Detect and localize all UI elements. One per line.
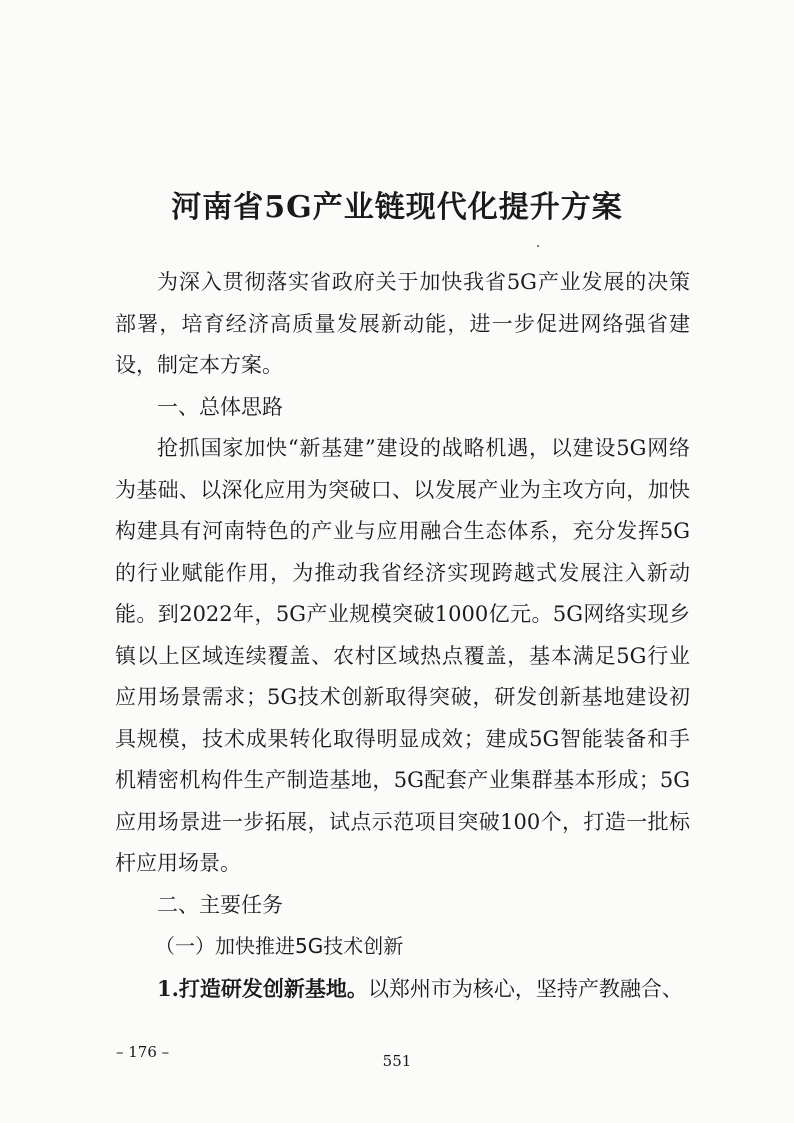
page-number-left: – 176 – (116, 1043, 170, 1061)
document-body (115, 262, 690, 1010)
item-lead: 1.打造研发创新基地。 (157, 975, 368, 1001)
item-paragraph (115, 968, 690, 1011)
item-text: 以郑州市为核心，坚持产教融合、 (367, 976, 683, 1001)
document-title: 河南省5G产业链现代化提升方案 (171, 190, 623, 225)
page-number-center: 551 (382, 1052, 412, 1070)
section-heading-tasks: 二、主要任务 (157, 892, 283, 917)
intro-paragraph: 为深入贯彻落实省政府关于加快我省5G产业发展的决策部署，培育经济高质量发展新动能，进一步促进网络强省建设，制定本方案。 (115, 270, 690, 377)
overall-paragraph: 抢抓国家加快“新基建”建设的战略机遇，以建设5G网络为基础、以深化应用为突破口、以发展产业为主攻方向，加快构建具有河南特色的产业与应用融合生态体系，充分发挥5G的行业赋能作用，为推动我省经济实现跨越式发展注入新动能。到2022年，5G产业规模突破1000亿元。5G网络实现乡镇以上区域连续覆盖、农村区域热点覆盖，基本满足5G行业应用场景需求；5G技术创新取得突破，研发创新基地建设初具规模，技术成果转化取得明显成效；建成5G智能装备和手机精密机构件生产制造基地，5G配套产业集群基本形成；5G应用场景进一步拓展，试点示范项目突破100个，打造一批标杆应用场景。 (115, 436, 690, 875)
scan-speck (537, 245, 539, 247)
section-heading-overall: 一、总体思路 (157, 394, 283, 419)
subsection-heading-innovation: （一）加快推进5G技术创新 (155, 934, 404, 958)
